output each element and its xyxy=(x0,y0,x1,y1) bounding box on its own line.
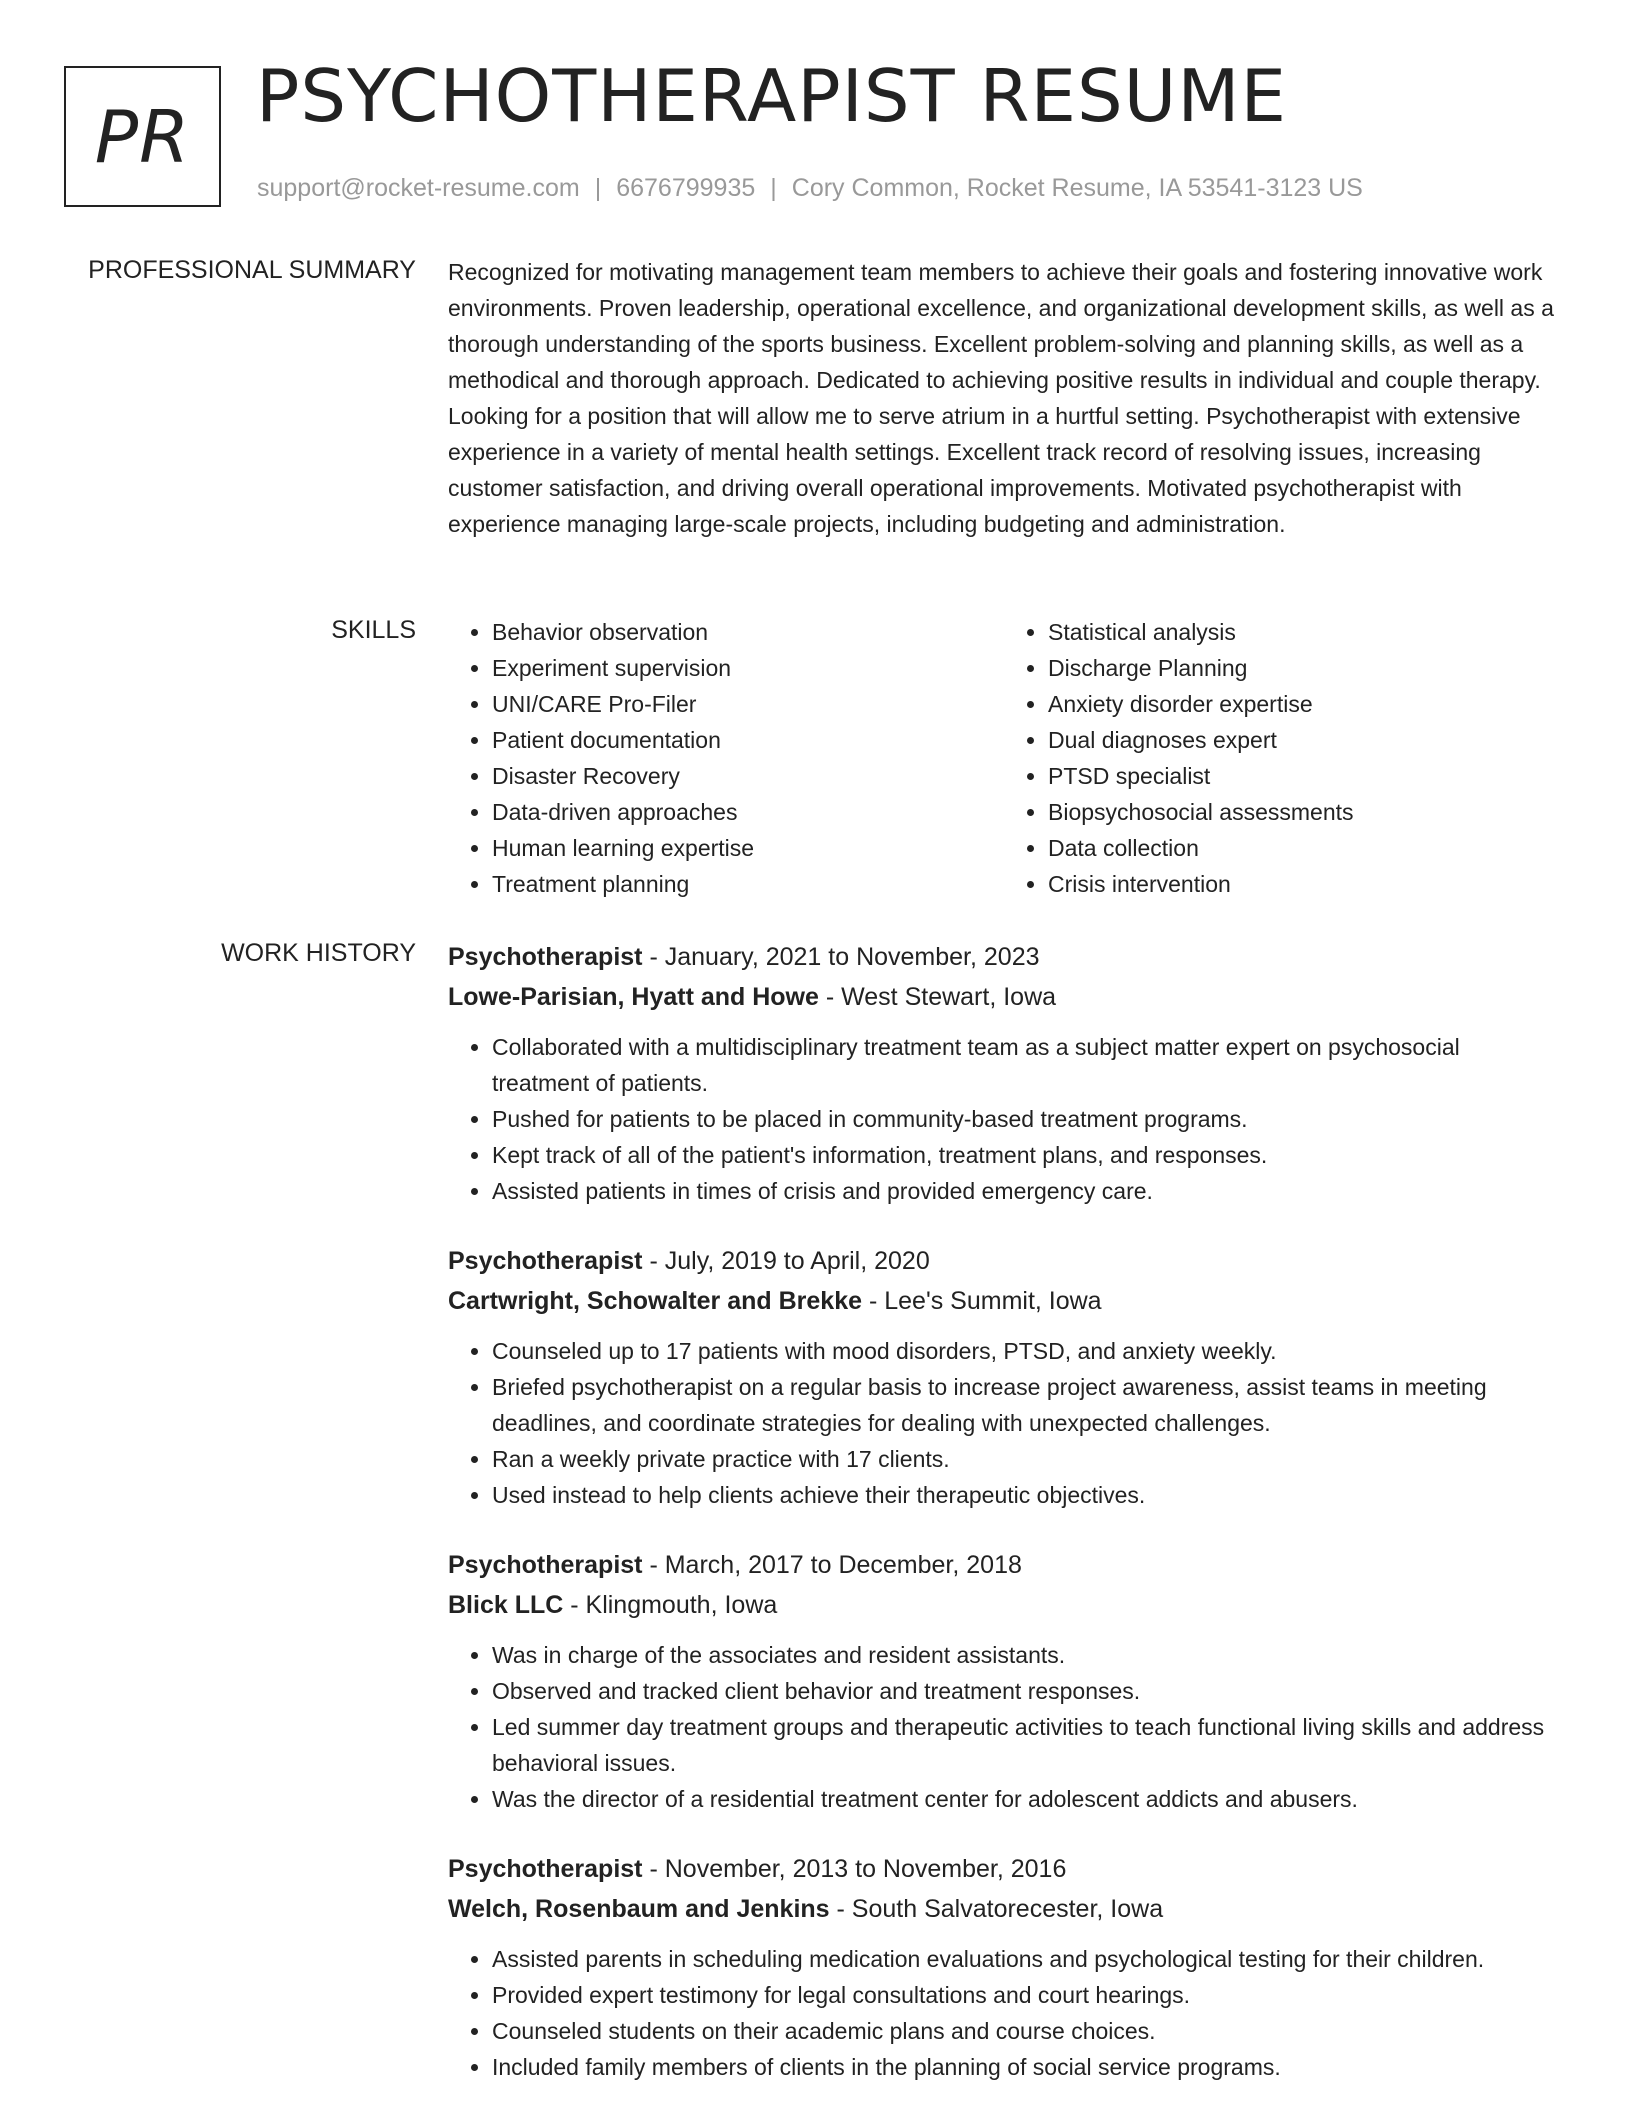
skills-label: SKILLS xyxy=(331,616,416,644)
job-title: Psychotherapist xyxy=(448,1551,643,1579)
resume-title: PSYCHOTHERAPIST RESUME xyxy=(256,54,1287,138)
job-entry xyxy=(448,1545,1560,1817)
job-duty: • Provided expert testimony for legal consultations and court hearings. xyxy=(492,1977,1560,2013)
contact-separator: | xyxy=(594,174,602,202)
job-company: Welch, Rosenbaum and Jenkins xyxy=(448,1895,830,1923)
job-duties xyxy=(448,1941,1560,2085)
job-duties xyxy=(448,1333,1560,1513)
job-title-line xyxy=(448,1849,1560,1889)
job-dates: - March, 2017 to December, 2018 xyxy=(642,1551,1022,1579)
job-dates: - January, 2021 to November, 2023 xyxy=(642,943,1040,971)
contact-line xyxy=(257,174,1363,203)
job-title: Psychotherapist xyxy=(448,1247,643,1275)
skill-item: • Data-driven approaches xyxy=(492,794,1004,830)
summary-label: PROFESSIONAL SUMMARY xyxy=(88,256,416,284)
job-duty: • Briefed psychotherapist on a regular basis to increase project awareness, assist teams in meeting deadlines, and coordinate strategies for dealing with unexpected challenges. xyxy=(492,1369,1560,1441)
skill-item: • Biopsychosocial assessments xyxy=(1048,794,1560,830)
job-title: Psychotherapist xyxy=(448,943,643,971)
job-entry xyxy=(448,937,1560,1209)
skill-item: • Human learning expertise xyxy=(492,830,1004,866)
job-duty: • Was the director of a residential treatment center for adolescent addicts and abusers. xyxy=(492,1781,1560,1817)
job-title-line xyxy=(448,937,1560,977)
job-duties xyxy=(448,1029,1560,1209)
job-company: Cartwright, Schowalter and Brekke xyxy=(448,1287,863,1315)
job-duty: • Ran a weekly private practice with 17 clients. xyxy=(492,1441,1560,1477)
skills-list-right xyxy=(1004,614,1560,902)
job-company-line xyxy=(448,977,1560,1017)
skill-item: • Discharge Planning xyxy=(1048,650,1560,686)
job-entry xyxy=(448,1241,1560,1513)
job-duty: • Counseled up to 17 patients with mood disorders, PTSD, and anxiety weekly. xyxy=(492,1333,1560,1369)
job-location: - Klingmouth, Iowa xyxy=(563,1591,778,1619)
job-title-line xyxy=(448,1545,1560,1585)
monogram-box xyxy=(64,66,221,207)
job-duty: • Counseled students on their academic plans and course choices. xyxy=(492,2013,1560,2049)
skill-item: • UNI/CARE Pro-Filer xyxy=(492,686,1004,722)
monogram-initials: PR xyxy=(94,94,191,179)
job-company-line xyxy=(448,1585,1560,1625)
skills-body xyxy=(448,614,1560,902)
skill-item: • Statistical analysis xyxy=(1048,614,1560,650)
summary-text: Recognized for motivating management team members to achieve their goals and fostering innovative work environments. Proven leadership, operational excellence, and organizational development skills, as well as a thorough understanding of the sports business. Excellent problem-solving and planning skills, as well as a methodical and thorough approach. Dedicated to achieving positive results in individual and couple therapy. Looking for a position that will allow me to serve atrium in a hurtful setting. Psychotherapist with extensive experience in a variety of mental health settings. Excellent track record of resolving issues, increasing customer satisfaction, and driving overall operational improvements. Motivated psychotherapist with experience managing large-scale projects, including budgeting and administration. xyxy=(448,259,1554,537)
skill-item: • Treatment planning xyxy=(492,866,1004,902)
job-title-line xyxy=(448,1241,1560,1281)
job-duty: • Used instead to help clients achieve their therapeutic objectives. xyxy=(492,1477,1560,1513)
skill-item: • Dual diagnoses expert xyxy=(1048,722,1560,758)
skills-list-left xyxy=(448,614,1004,902)
job-company-line xyxy=(448,1889,1560,1929)
work-label: WORK HISTORY xyxy=(221,939,416,967)
job-entry xyxy=(448,1849,1560,2085)
job-location: - South Salvatorecester, Iowa xyxy=(829,1895,1164,1923)
job-duty: • Assisted patients in times of crisis and provided emergency care. xyxy=(492,1173,1560,1209)
job-dates: - July, 2019 to April, 2020 xyxy=(642,1247,930,1275)
job-company-line xyxy=(448,1281,1560,1321)
job-duty: • Kept track of all of the patient's information, treatment plans, and responses. xyxy=(492,1137,1560,1173)
job-duty: • Pushed for patients to be placed in community-based treatment programs. xyxy=(492,1101,1560,1137)
contact-address: Cory Common, Rocket Resume, IA 53541-3123 US xyxy=(791,174,1363,202)
job-duty: • Included family members of clients in the planning of social service programs. xyxy=(492,2049,1560,2085)
job-location: - Lee's Summit, Iowa xyxy=(862,1287,1102,1315)
skill-item: • Anxiety disorder expertise xyxy=(1048,686,1560,722)
skill-item: • Crisis intervention xyxy=(1048,866,1560,902)
work-body xyxy=(448,937,1560,2117)
skill-item: • PTSD specialist xyxy=(1048,758,1560,794)
skill-item: • Disaster Recovery xyxy=(492,758,1004,794)
job-duty: • Collaborated with a multidisciplinary treatment team as a subject matter expert on psychosocial treatment of patients. xyxy=(492,1029,1560,1101)
skill-item: • Patient documentation xyxy=(492,722,1004,758)
contact-phone: 6676799935 xyxy=(616,174,756,202)
job-duty: • Was in charge of the associates and resident assistants. xyxy=(492,1637,1560,1673)
job-duty: • Observed and tracked client behavior and treatment responses. xyxy=(492,1673,1560,1709)
job-company: Blick LLC xyxy=(448,1591,564,1619)
job-duty: • Assisted parents in scheduling medication evaluations and psychological testing for their children. xyxy=(492,1941,1560,1977)
summary-body xyxy=(448,254,1560,542)
job-location: - West Stewart, Iowa xyxy=(818,983,1057,1011)
job-company: Lowe-Parisian, Hyatt and Howe xyxy=(448,983,819,1011)
skill-item: • Data collection xyxy=(1048,830,1560,866)
job-duties xyxy=(448,1637,1560,1817)
skill-item: • Behavior observation xyxy=(492,614,1004,650)
job-title: Psychotherapist xyxy=(448,1855,643,1883)
skill-item: • Experiment supervision xyxy=(492,650,1004,686)
job-duty: • Led summer day treatment groups and therapeutic activities to teach functional living skills and address behavioral issues. xyxy=(492,1709,1560,1781)
contact-separator: | xyxy=(770,174,777,202)
contact-email: support@rocket-resume.com xyxy=(257,174,580,202)
job-dates: - November, 2013 to November, 2016 xyxy=(642,1855,1067,1883)
